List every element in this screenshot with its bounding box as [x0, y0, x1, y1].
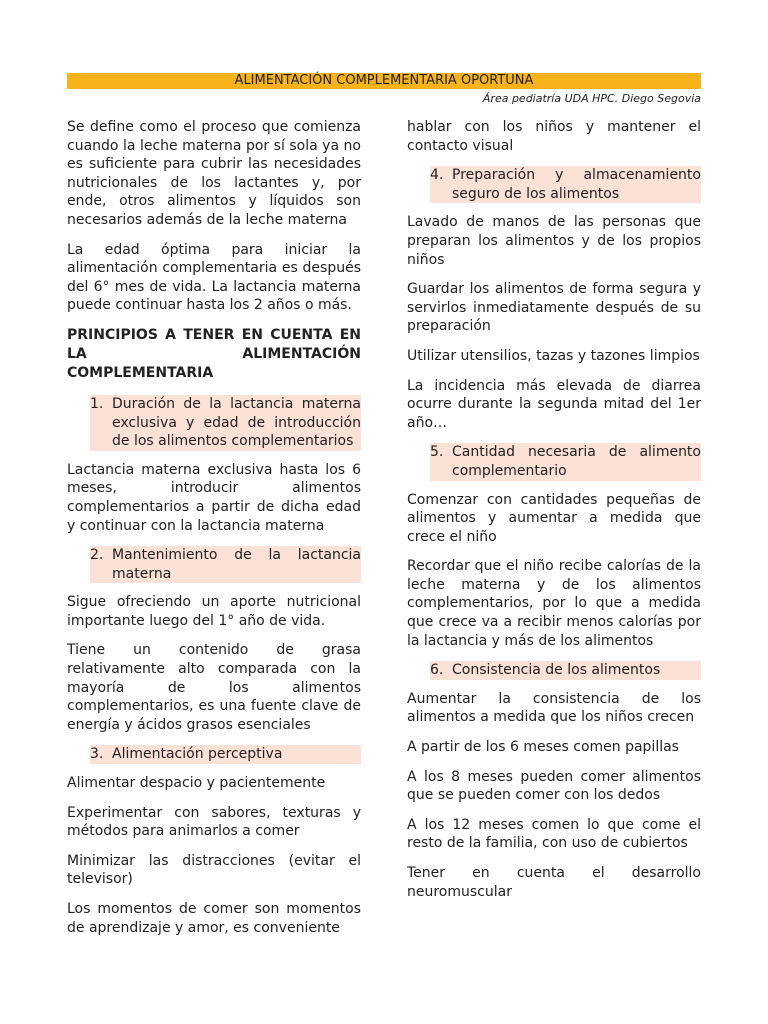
body-paragraph: A los 12 meses comen lo que come el resto de la familia, con uso de cubiertos: [407, 816, 701, 852]
item-number: 6.: [430, 662, 444, 679]
item-text: Preparación y almacenamiento seguro de los alimentos: [452, 167, 701, 202]
body-paragraph: Sigue ofreciendo un aporte nutricional importante luego del 1° año de vida.: [67, 594, 361, 629]
body-paragraph: Comenzar con cantidades pequeñas de alimentos y aumentar a medida que crece el niño: [407, 491, 701, 545]
item-text: Mantenimiento de la lactancia materna: [112, 547, 361, 582]
document-title: ALIMENTACIÓN COMPLEMENTARIA OPORTUNA: [67, 73, 701, 89]
body-paragraph: Utilizar utensilios, tazas y tazones limpios: [407, 347, 700, 364]
body-paragraph: Experimentar con sabores, texturas y métodos para animarlos a comer: [67, 804, 361, 840]
principle-item-4: [430, 166, 701, 203]
item-number: 1.: [90, 395, 104, 412]
body-paragraph: Aumentar la consistencia de los alimentos a medida que los niños crecen: [407, 690, 701, 726]
body-paragraph: A partir de los 6 meses comen papillas: [407, 739, 679, 756]
principle-item-2: [90, 546, 361, 583]
body-paragraph: Guardar los alimentos de forma segura y servirlos inmediatamente después de su preparación: [407, 281, 701, 335]
intro-paragraph: Se define como el proceso que comienza cuando la leche materna por sí sola ya no es suficiente para cubrir las necesidades nutricionales de los lactantes y, por ende, otros alimentos y líquidos son necesarios además de la leche materna: [67, 119, 361, 228]
item-number: 4.: [430, 167, 444, 184]
author-line: Área pediatría UDA HPC. Diego Segovia: [482, 92, 701, 105]
body-paragraph: Lavado de manos de las personas que preparan los alimentos y de los propios niños: [407, 214, 701, 268]
body-paragraph: A los 8 meses pueden comer alimentos que se pueden comer con los dedos: [407, 768, 701, 804]
right-column: [407, 118, 701, 912]
section-heading: PRINCIPIOS A TENER EN CUENTA EN LA ALIMENTACIÓN COMPLEMENTARIA: [67, 326, 361, 381]
left-column: [67, 118, 361, 948]
body-paragraph: Tiene un contenido de grasa relativamente alto comparada con la mayoría de los alimentos complementarios, es una fuente clave de energía y ácidos grasos esenciales: [67, 642, 361, 733]
item-text: Duración de la lactancia materna exclusiva y edad de introducción de los alimentos complementarios: [112, 395, 361, 450]
principle-item-3: [90, 745, 361, 764]
item-number: 3.: [90, 746, 104, 763]
item-text: Alimentación perceptiva: [112, 746, 283, 763]
body-paragraph: Los momentos de comer son momentos de aprendizaje y amor, es conveniente: [67, 901, 361, 936]
principle-item-6: [430, 661, 701, 680]
item-text: Cantidad necesaria de alimento complementario: [452, 444, 701, 479]
body-paragraph: Minimizar las distracciones (evitar el televisor): [67, 852, 361, 888]
body-paragraph: hablar con los niños y mantener el contacto visual: [407, 119, 701, 154]
principle-item-1: [90, 395, 361, 451]
intro-paragraph: La edad óptima para iniciar la alimentación complementaria es después del 6° mes de vida. La lactancia materna puede continuar hasta los 2 años o más.: [67, 241, 361, 314]
body-paragraph: Alimentar despacio y pacientemente: [67, 775, 326, 792]
item-number: 2.: [90, 547, 104, 564]
body-paragraph: La incidencia más elevada de diarrea ocurre durante la segunda mitad del 1er año…: [407, 377, 701, 431]
item-number: 5.: [430, 444, 444, 461]
principle-item-5: [430, 443, 701, 480]
body-paragraph: Tener en cuenta el desarrollo neuromuscular: [407, 865, 701, 900]
body-paragraph: Recordar que el niño recibe calorías de la leche materna y de los alimentos complementarios, por lo que a medida que crece va a recibir menos calorías por la lactancia y más de los alimentos: [407, 558, 701, 649]
item-text: Consistencia de los alimentos: [452, 662, 661, 679]
body-paragraph: Lactancia materna exclusiva hasta los 6 meses, introducir alimentos complementarios a partir de dicha edad y continuar con la lactancia materna: [67, 461, 361, 534]
